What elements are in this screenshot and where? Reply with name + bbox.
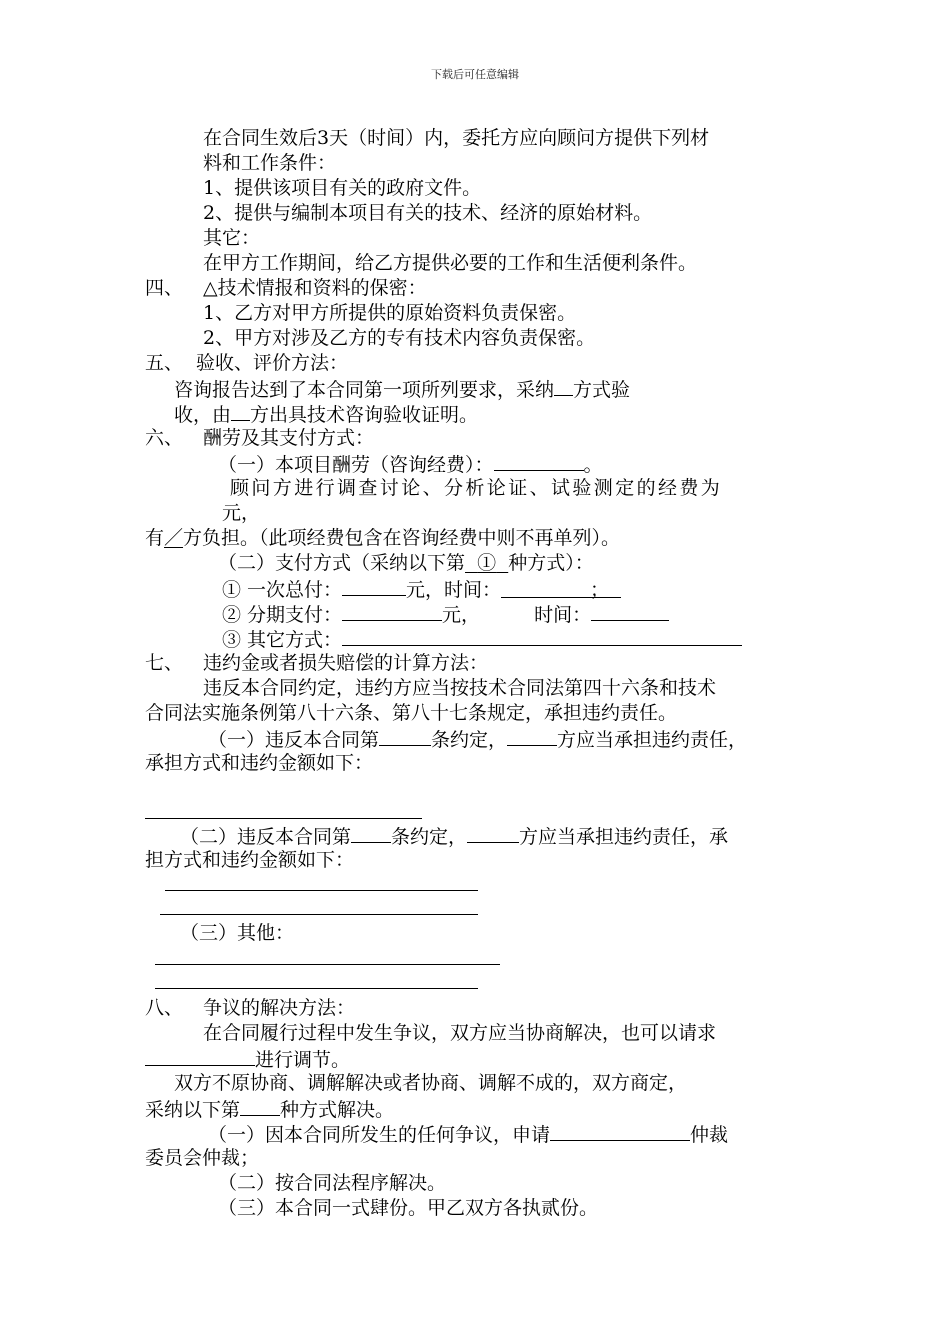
blank-field (342, 576, 406, 596)
section-number: 八、 (145, 997, 184, 1019)
section-title: 违约金或者损失赔偿的计算方法： (203, 652, 489, 674)
text-line (222, 576, 621, 602)
text-span: 方式验 (573, 379, 631, 401)
section-title: 争议的解决方法： (203, 997, 356, 1019)
text-span: （二）支付方式（采纳以下第 (218, 552, 466, 574)
text-line: 2、提供与编制本项目有关的技术、经济的原始材料。 (203, 202, 653, 224)
text-line (222, 626, 742, 652)
text-span: （二）违反本合同第 (180, 826, 352, 848)
text-span: ② 分期支付： (222, 604, 343, 626)
text-span: ③ 其它方式： (222, 629, 343, 651)
text-line: 违反本合同约定，违约方应当按技术合同法第四十六条和技术 (203, 677, 717, 699)
blank-field (467, 823, 519, 843)
text-line (218, 451, 603, 477)
text-span: 收，由 (174, 404, 232, 426)
section-number: 五、 (145, 352, 184, 374)
blank-field (494, 451, 584, 471)
text-line: 元， (222, 502, 261, 524)
text-line (208, 726, 747, 752)
text-line (174, 401, 478, 427)
text-span: 条约定， (391, 826, 468, 848)
text-line: 合同法实施条例第八十六条、第八十七条规定，承担违约责任。 (145, 702, 678, 724)
text-line (145, 526, 620, 550)
text-span: 时间： (534, 604, 592, 626)
text-span: 元， (442, 604, 481, 626)
text-span: （一）因本合同所发生的任何争议，申请 (208, 1124, 551, 1146)
section-number: 六、 (145, 427, 184, 449)
text-line: 在甲方工作期间，给乙方提供必要的工作和生活便利条件。 (203, 252, 698, 274)
text-line: 担方式和违约金额如下： (145, 849, 355, 871)
text-span: 进行调节。 (255, 1049, 351, 1071)
underlined-value (465, 552, 508, 574)
text-span: 种方式解决。 (280, 1099, 395, 1121)
blank-line (155, 988, 478, 989)
text-span: （一）违反本合同第 (208, 729, 380, 751)
text-line: 双方不原协商、调解解决或者协商、调解不成的，双方商定， (174, 1072, 688, 1094)
text-line: 料和工作条件： (203, 152, 337, 174)
text-span: 方出具技术咨询验收证明。 (250, 404, 479, 426)
blank-field (240, 1096, 280, 1116)
blank-field (550, 1121, 690, 1141)
text-line: 承担方式和违约金额如下： (145, 752, 374, 774)
section-title: 验收、评价方法： (196, 352, 349, 374)
section-title: △技术情报和资料的保密： (203, 277, 427, 299)
text-line: 2、甲方对涉及乙方的专有技术内容负责保密。 (203, 327, 596, 349)
text-span: 方负担。（此项经费包含在咨询经费中则不再单列）。 (183, 527, 621, 549)
text-line: （三）本合同一式肆份。甲乙双方各执贰份。 (218, 1197, 599, 1219)
blank-line (160, 914, 478, 915)
blank-line (165, 890, 478, 891)
section-number: 七、 (145, 652, 184, 674)
text-span: 条约定， (431, 729, 508, 751)
text-line: （三）其他： (180, 922, 295, 944)
text-span: 方应当承担违约责任， (557, 729, 748, 751)
blank-line (145, 818, 422, 819)
underlined-value-text: ① (477, 552, 497, 574)
text-span: 仲裁 (690, 1124, 729, 1146)
text-line: （二）按合同法程序解决。 (218, 1172, 447, 1194)
text-span: 采纳以下第 (145, 1099, 241, 1121)
text-line (145, 1096, 394, 1122)
text-span: 种方式）： (508, 552, 594, 574)
text-line (174, 376, 630, 402)
blank-field (145, 1046, 255, 1066)
text-span: ① 一次总付： (222, 579, 343, 601)
text-span: 方应当承担违约责任，承 (519, 826, 729, 848)
text-line (218, 551, 594, 575)
page-header: 下载后可任意编辑 (431, 68, 519, 81)
text-line (222, 601, 669, 627)
blank-field (351, 823, 391, 843)
underlined-value: ／ (164, 527, 184, 549)
blank-line (155, 964, 500, 965)
text-line: 在合同履行过程中发生争议，双方应当协商解决，也可以请求 (203, 1022, 717, 1044)
blank-field (554, 376, 573, 396)
text-span: （一）本项目酬劳（咨询经费）： (218, 454, 494, 476)
text-line: 顾问方进行调查讨论、分析论证、试验测定的经费为 (230, 477, 723, 499)
text-span: ； (590, 579, 610, 601)
blank-field (379, 726, 431, 746)
section-title: 酬劳及其支付方式： (203, 427, 375, 449)
text-span: 咨询报告达到了本合同第一项所列要求，采纳 (174, 379, 555, 401)
text-line: 在合同生效后3天（时间）内，委托方应向顾问方提供下列材 (203, 127, 710, 149)
text-line (145, 1046, 350, 1072)
text-line: 委员会仲裁； (145, 1147, 260, 1169)
text-line: 1、提供该项目有关的政府文件。 (203, 177, 482, 199)
text-span: 。 (583, 454, 603, 476)
blank-field (342, 601, 442, 621)
blank-field (507, 726, 557, 746)
text-line: 其它： (203, 227, 261, 249)
blank-field (342, 626, 742, 646)
section-number: 四、 (145, 277, 184, 299)
text-line (180, 823, 728, 849)
blank-field (591, 601, 669, 621)
blank-field (501, 578, 621, 601)
text-span: 有 (145, 527, 165, 549)
text-span: 元，时间： (406, 579, 502, 601)
text-line: 1、乙方对甲方所提供的原始资料负责保密。 (203, 302, 577, 324)
blank-field (231, 401, 250, 421)
text-line (208, 1121, 728, 1147)
